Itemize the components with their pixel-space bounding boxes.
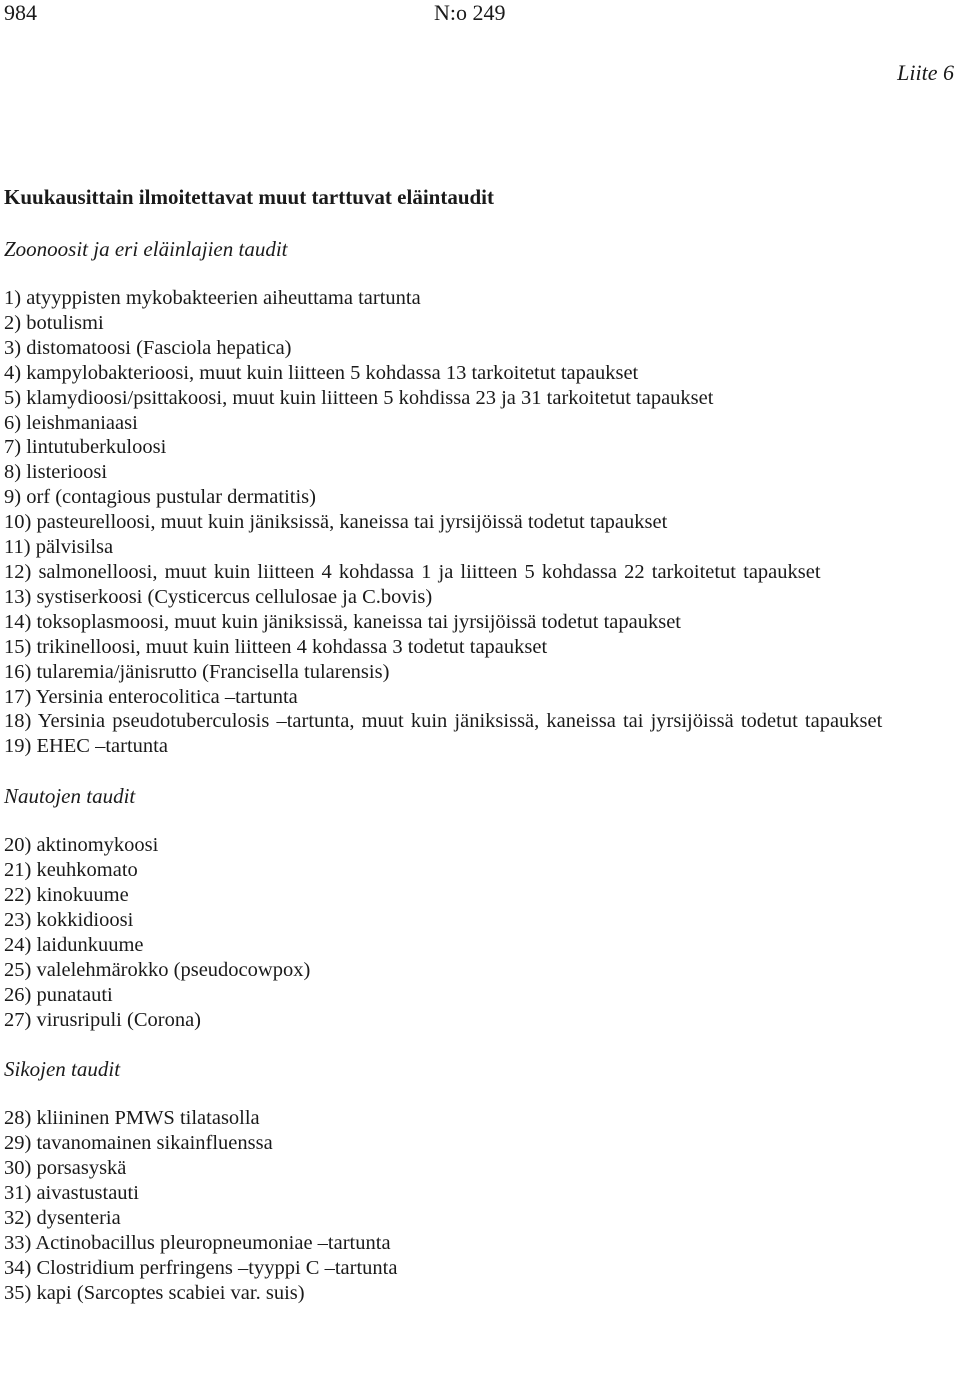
document-body: [4, 184, 956, 1330]
list-item: 28) kliininen PMWS tilatasolla: [4, 1107, 260, 1130]
document-title: Kuukausittain ilmoitettavat muut tarttuvat eläintaudit: [4, 185, 495, 209]
list-item: 12) salmonelloosi, muut kuin liitteen 4 kohdassa 1 ja liitteen 5 kohdassa 22 tarkoitetut tapaukset: [4, 560, 821, 583]
list-item: 33) Actinobacillus pleuropneumoniae –tartunta: [4, 1232, 391, 1254]
list-item: 7) lintutuberkuloosi: [4, 436, 167, 459]
list-item: 35) kapi (Sarcoptes scabiei var. suis): [4, 1281, 305, 1304]
list-item: 31) aivastustauti: [4, 1182, 139, 1205]
appendix-label: Liite 6: [897, 60, 954, 85]
list-item: 26) punatauti: [4, 983, 113, 1006]
disease-list-zoonoses: [4, 286, 956, 759]
page-number: 984: [4, 0, 37, 25]
section-heading-pigs: Sikojen taudit: [4, 1057, 121, 1082]
list-item: 32) dysenteria: [4, 1207, 121, 1230]
list-item: 3) distomatoosi (Fasciola hepatica): [4, 336, 292, 359]
list-item: 17) Yersinia enterocolitica –tartunta: [4, 685, 298, 708]
list-item: 6) leishmaniaasi: [4, 411, 138, 434]
list-item: 13) systiserkoosi (Cysticercus cellulosae ja C.bovis): [4, 585, 433, 608]
page-header: [0, 0, 960, 26]
list-item: 21) keuhkomato: [4, 859, 138, 882]
list-item: 24) laidunkuume: [4, 933, 144, 956]
list-item: 18) Yersinia pseudotuberculosis –tartunta, muut kuin jäniksissä, kaneissa tai jyrsijöissä todetut tapaukset: [4, 710, 883, 733]
list-item: 16) tularemia/jänisrutto (Francisella tularensis): [4, 660, 390, 683]
list-item: 30) porsasyskä: [4, 1157, 127, 1180]
list-item: 29) tavanomainen sikainfluenssa: [4, 1132, 273, 1155]
list-item: 14) toksoplasmoosi, muut kuin jäniksissä, kaneissa tai jyrsijöissä todetut tapaukset: [4, 610, 682, 633]
list-item: 2) botulismi: [4, 311, 104, 334]
list-item: 11) pälvisilsa: [4, 536, 114, 559]
section-heading-cattle: Nautojen taudit: [4, 784, 136, 809]
list-item: 15) trikinelloosi, muut kuin liitteen 4 kohdassa 3 todetut tapaukset: [4, 635, 548, 658]
list-item: 19) EHEC –tartunta: [4, 735, 168, 758]
list-item: 8) listerioosi: [4, 461, 108, 484]
section-heading-zoonoses: Zoonoosit ja eri eläinlajien taudit: [4, 237, 288, 261]
list-item: 25) valelehmärokko (pseudocowpox): [4, 958, 311, 981]
list-item: 23) kokkidioosi: [4, 908, 134, 931]
list-item: 9) orf (contagious pustular dermatitis): [4, 486, 316, 509]
list-item: 22) kinokuume: [4, 884, 129, 907]
disease-list-cattle: [4, 833, 956, 1032]
list-item: 1) atyyppisten mykobakteerien aiheuttama tartunta: [4, 287, 421, 309]
issue-number: N:o 249: [434, 0, 506, 25]
list-item: 5) klamydioosi/psittakoosi, muut kuin liitteen 5 kohdissa 23 ja 31 tarkoitetut tapaukset: [4, 386, 714, 409]
list-item: 10) pasteurelloosi, muut kuin jäniksissä, kaneissa tai jyrsijöissä todetut tapaukset: [4, 511, 668, 534]
list-item: 4) kampylobakterioosi, muut kuin liitteen 5 kohdassa 13 tarkoitetut tapaukset: [4, 361, 639, 384]
disease-list-pigs: [4, 1106, 956, 1305]
list-item: 27) virusripuli (Corona): [4, 1008, 201, 1031]
list-item: 34) Clostridium perfringens –tyyppi C –tartunta: [4, 1256, 398, 1279]
list-item: 20) aktinomykoosi: [4, 834, 159, 857]
